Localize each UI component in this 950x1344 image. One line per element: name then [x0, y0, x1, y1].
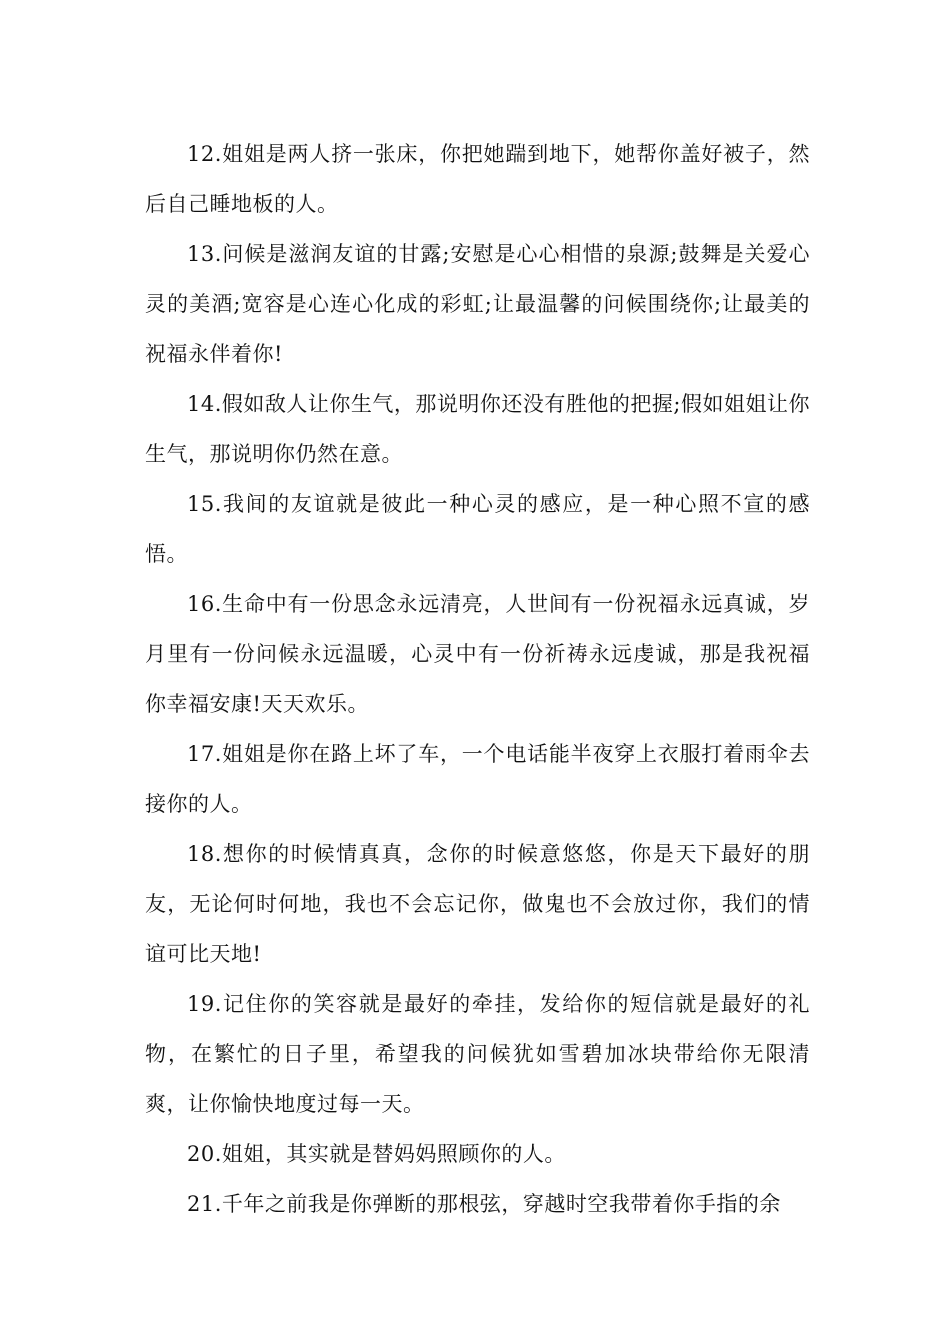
paragraph-17: 17.姐姐是你在路上坏了车，一个电话能半夜穿上衣服打着雨伞去接你的人。 — [145, 742, 810, 816]
paragraph-21: 21.千年之前我是你弹断的那根弦，穿越时空我带着你手指的余 — [187, 1192, 781, 1216]
paragraph-16: 16.生命中有一份思念永远清亮，人世间有一份祝福永远真诚，岁月里有一份问候永远温暖，心灵中有一份祈祷永远虔诚，那是我祝福你幸福安康!天天欢乐。 — [145, 592, 810, 716]
paragraph-20: 20.姐姐，其实就是替妈妈照顾你的人。 — [187, 1142, 566, 1166]
document-body — [145, 129, 810, 1229]
paragraph-13: 13.问候是滋润友谊的甘露;安慰是心心相惜的泉源;鼓舞是关爱心灵的美酒;宽容是心连心化成的彩虹;让最温馨的问候围绕你;让最美的祝福永伴着你! — [145, 242, 810, 366]
paragraph-15: 15.我间的友谊就是彼此一种心灵的感应，是一种心照不宣的感悟。 — [145, 492, 810, 566]
paragraph-14: 14.假如敌人让你生气，那说明你还没有胜他的把握;假如姐姐让你生气，那说明你仍然在意。 — [145, 392, 810, 466]
paragraph-19: 19.记住你的笑容就是最好的牵挂，发给你的短信就是最好的礼物，在繁忙的日子里，希望我的问候犹如雪碧加冰块带给你无限清爽，让你愉快地度过每一天。 — [145, 992, 810, 1116]
paragraph-18: 18.想你的时候情真真，念你的时候意悠悠，你是天下最好的朋友，无论何时何地，我也不会忘记你，做鬼也不会放过你，我们的情谊可比天地! — [145, 842, 810, 966]
paragraph-12: 12.姐姐是两人挤一张床，你把她踹到地下，她帮你盖好被子，然后自己睡地板的人。 — [145, 142, 810, 216]
